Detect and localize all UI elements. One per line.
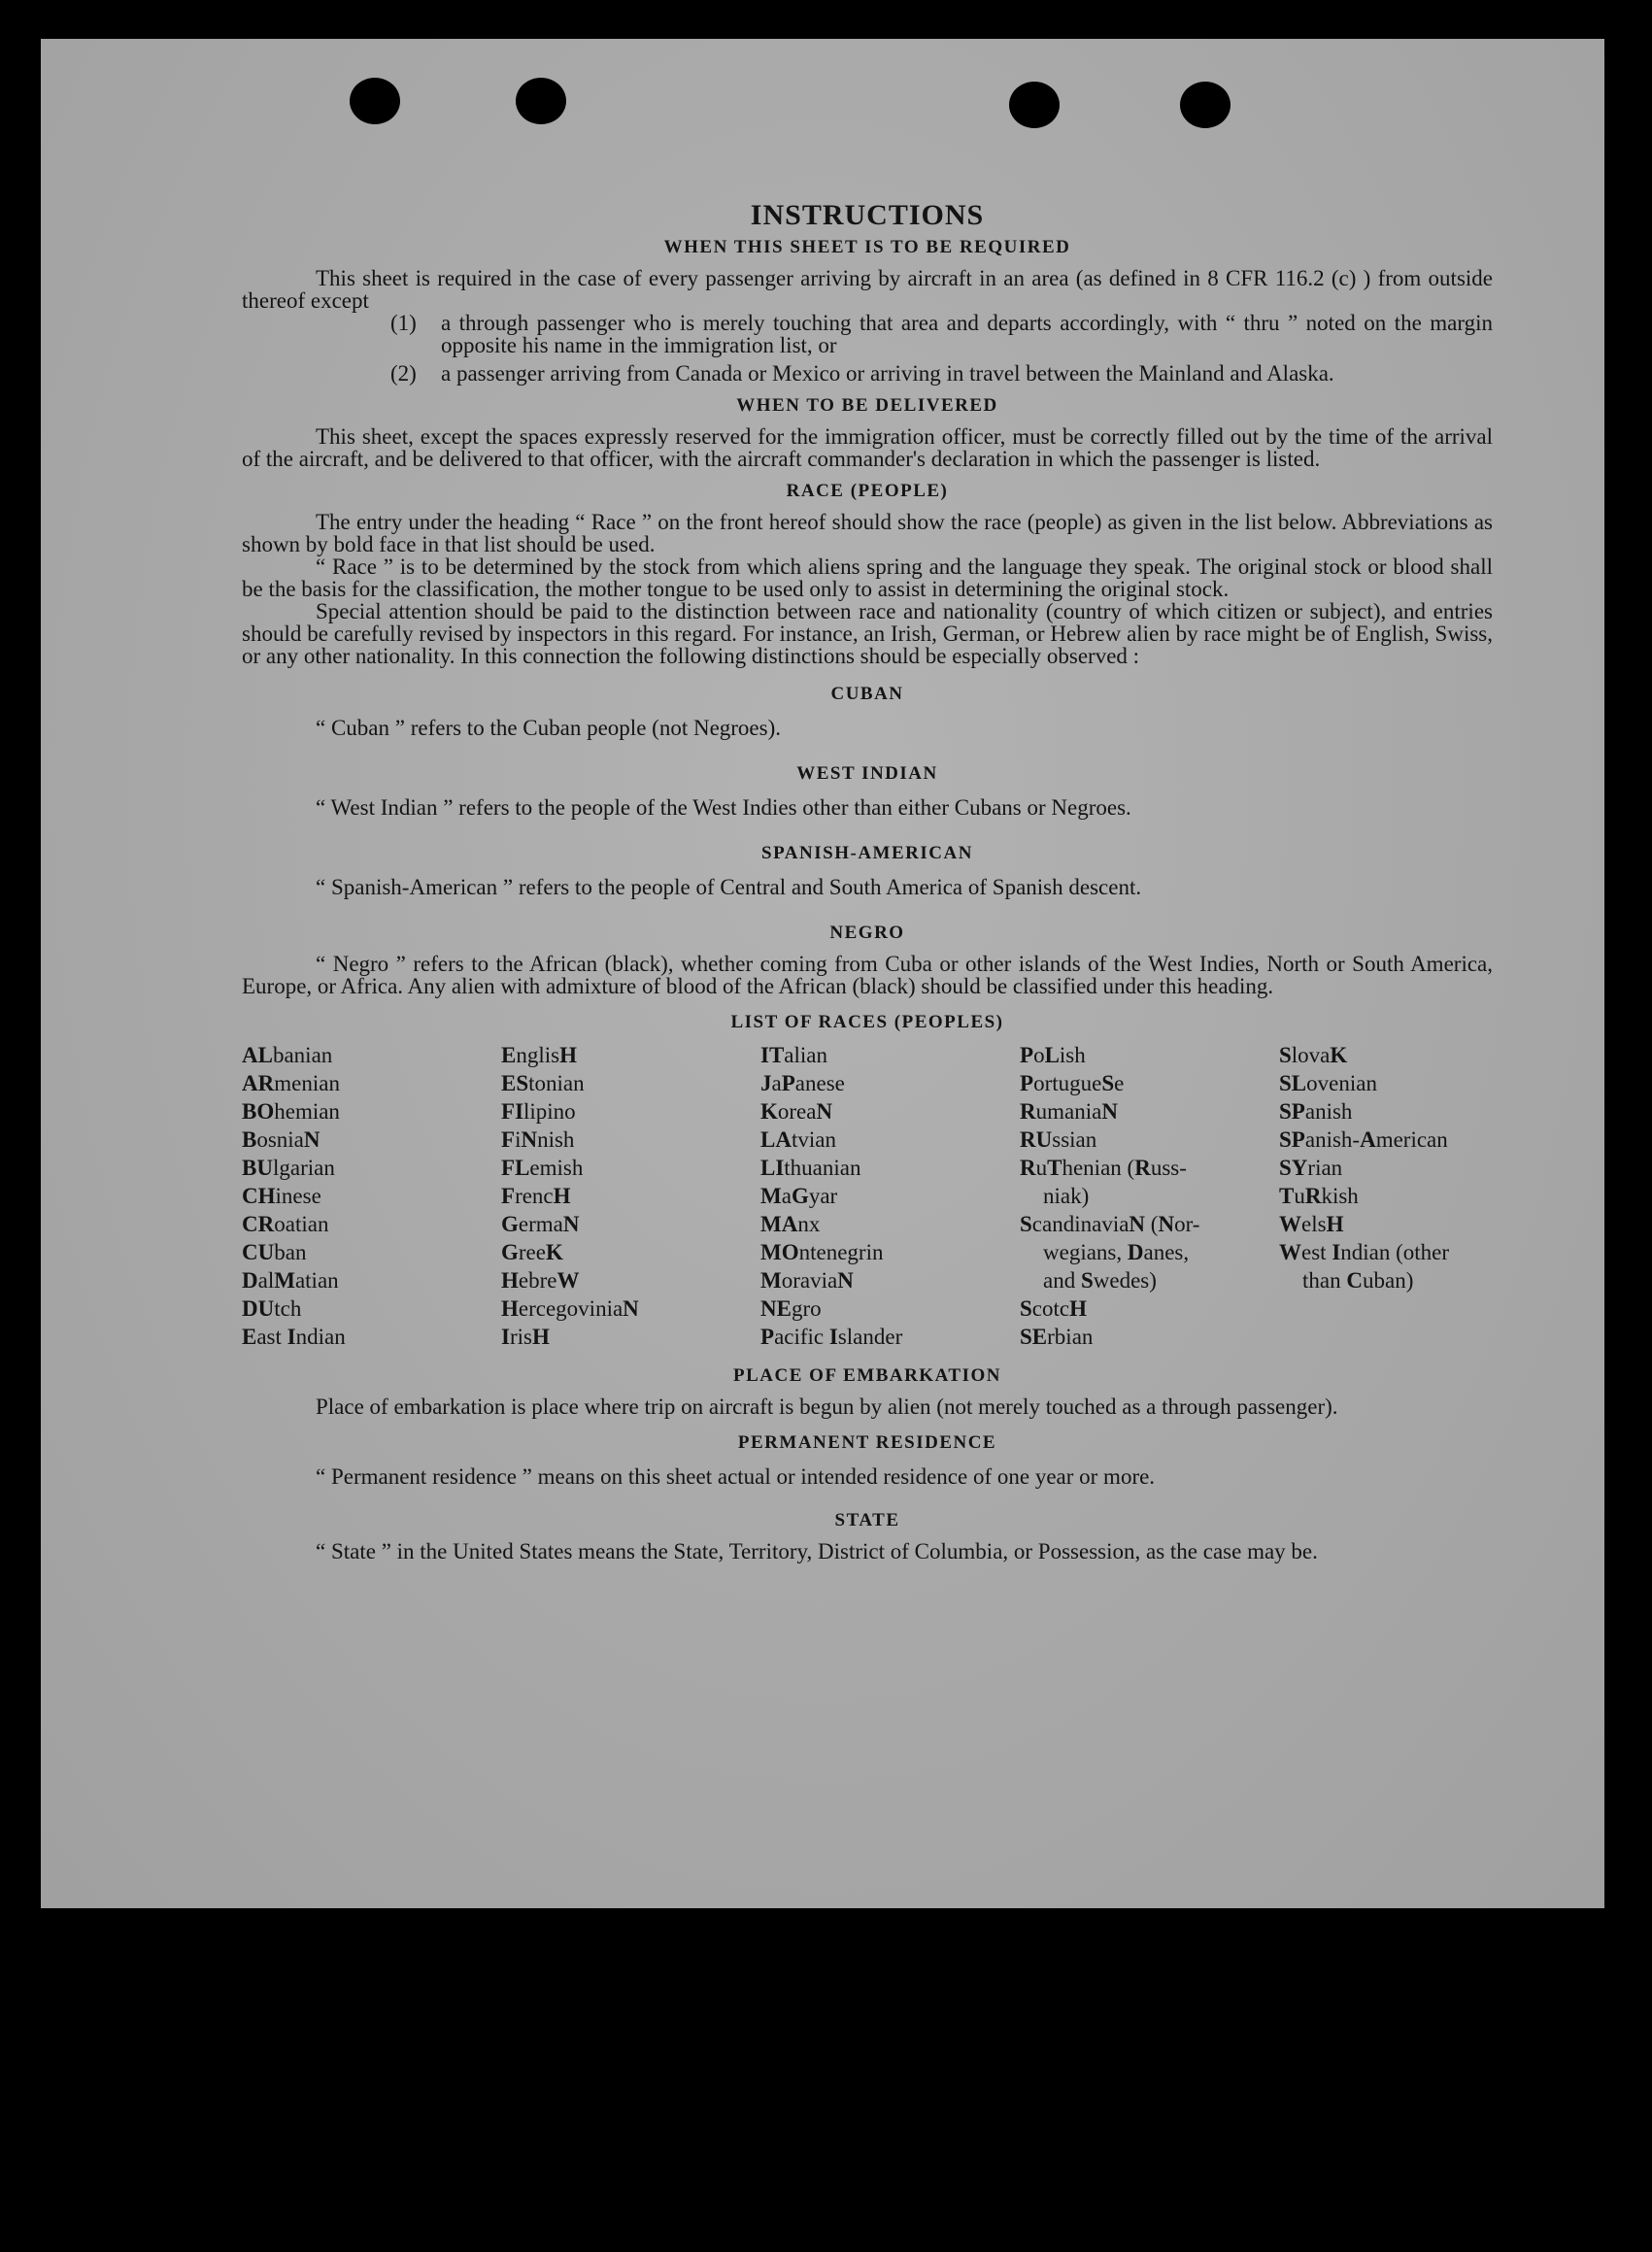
race-entry: and Swedes): [1043, 1268, 1157, 1293]
heading-delivered: WHEN TO BE DELIVERED: [736, 395, 998, 416]
paragraph-required: This sheet is required in the case of every passenger arriving by aircraft in an area (as defined in 8 CFR 116.2 (c) ) from outside thereof except: [242, 266, 1493, 313]
race-entry: West Indian (other: [1279, 1240, 1450, 1264]
race-entry: SlovaK: [1279, 1043, 1348, 1067]
race-entry: RUssian: [1020, 1127, 1097, 1152]
race-entry: wegians, Danes,: [1043, 1240, 1190, 1264]
list-item: [390, 362, 1493, 385]
paragraph-race-2: “ Race ” is to be determined by the stock from which aliens spring and the language they speak. The original stock or blood shall be the basis for the classification, the mother tongue to be used only to assist in determining the original stock.: [242, 555, 1493, 601]
race-entry: FLemish: [501, 1156, 584, 1180]
race-entry: BOhemian: [242, 1099, 340, 1124]
paragraph-race-3: Special attention should be paid to the distinction between race and nationality (country of which citizen or subject), and entries should be carefully revised by inspectors in this regard. For instance, an Irish, German, or Hebrew alien by race might be of English, Swiss, or any other nationality. In this connection the following distinctions should be especially observed :: [242, 599, 1493, 668]
race-entry: SLovenian: [1279, 1071, 1377, 1095]
race-entry: DUtch: [242, 1296, 302, 1321]
races-column: [501, 1041, 760, 1351]
races-column: [1020, 1041, 1279, 1351]
race-entry: LIthuanian: [760, 1156, 861, 1180]
speck: [1554, 1952, 1559, 1957]
race-entry: CHinese: [242, 1184, 321, 1208]
item-number: (2): [390, 361, 417, 386]
paragraph-residence: “ Permanent residence ” means on this sheet actual or intended residence of one year or more.: [316, 1464, 1156, 1489]
heading-cuban: CUBAN: [830, 684, 904, 704]
race-entry: SYrian: [1279, 1156, 1343, 1180]
punch-hole: [1009, 82, 1060, 128]
race-entry: SPanish-American: [1279, 1127, 1448, 1152]
punch-hole: [1180, 82, 1231, 128]
document-sheet: [41, 39, 1604, 1908]
race-entry: BUlgarian: [242, 1156, 335, 1180]
race-entry: niak): [1043, 1184, 1090, 1208]
race-entry: PortugueSe: [1020, 1071, 1125, 1095]
punch-hole: [516, 78, 566, 124]
race-entry: ARmenian: [242, 1071, 340, 1095]
race-entry: ScandinaviaN (Nor-: [1020, 1212, 1200, 1236]
page-title: INSTRUCTIONS: [750, 199, 985, 231]
instructions-content: [242, 165, 1493, 1563]
race-entry: EStonian: [501, 1071, 585, 1095]
heading-embarkation: PLACE OF EMBARKATION: [733, 1365, 1001, 1386]
paragraph-state: “ State ” in the United States means the State, Territory, District of Columbia, or Possession, as the case may be.: [316, 1539, 1318, 1563]
race-entry: BosniaN: [242, 1127, 320, 1152]
speck: [118, 1976, 123, 1981]
race-entry: SPanish: [1279, 1099, 1353, 1124]
race-entry: PoLish: [1020, 1043, 1086, 1067]
race-entry: ALbanian: [242, 1043, 333, 1067]
race-entry: CRoatian: [242, 1212, 329, 1236]
race-entry: East Indian: [242, 1325, 346, 1349]
heading-west-indian: WEST INDIAN: [796, 763, 938, 784]
race-entry: TuRkish: [1279, 1184, 1359, 1208]
heading-state: STATE: [834, 1510, 900, 1530]
paragraph-race-1: The entry under the heading “ Race ” on the front hereof should show the race (people) as given in the list below. Abbreviations as shown by bold face in that list should be used.: [242, 510, 1493, 556]
paragraph-negro: “ Negro ” refers to the African (black), whether coming from Cuba or other islands of the West Indies, North or South America, Europe, or Africa. Any alien with admixture of blood of the African (black) should be classified under this heading.: [242, 952, 1493, 998]
race-entry: than Cuban): [1302, 1268, 1414, 1293]
races-column: [760, 1041, 1020, 1351]
punch-hole: [350, 78, 400, 124]
race-entry: ITalian: [760, 1043, 827, 1067]
heading-spanish-american: SPANISH-AMERICAN: [761, 843, 973, 863]
race-entry: MoraviaN: [760, 1268, 854, 1293]
races-table: [242, 1041, 1493, 1351]
race-entry: FIlipino: [501, 1099, 576, 1124]
item-number: (1): [390, 311, 417, 335]
race-entry: LAtvian: [760, 1127, 836, 1152]
heading-list-of-races: LIST OF RACES (PEOPLES): [730, 1012, 1004, 1032]
race-entry: RumaniaN: [1020, 1099, 1118, 1124]
race-entry: DalMatian: [242, 1268, 339, 1293]
speck: [155, 1920, 160, 1925]
race-entry: SErbian: [1020, 1325, 1094, 1349]
paragraph-cuban: “ Cuban ” refers to the Cuban people (not Negroes).: [316, 716, 782, 740]
heading-required: WHEN THIS SHEET IS TO BE REQUIRED: [663, 237, 1071, 257]
paragraph-embarkation: Place of embarkation is place where trip on aircraft is begun by alien (not merely touched as a through passenger).: [316, 1395, 1338, 1419]
race-entry: NEgro: [760, 1296, 822, 1321]
item-text: a passenger arriving from Canada or Mexico or arriving in travel between the Mainland and Alaska.: [441, 361, 1334, 386]
race-entry: HebreW: [501, 1268, 580, 1293]
race-entry: Pacific Islander: [760, 1325, 903, 1349]
race-entry: ScotcH: [1020, 1296, 1087, 1321]
list-item: [390, 312, 1493, 356]
race-entry: JaPanese: [760, 1071, 845, 1095]
race-entry: CUban: [242, 1240, 307, 1264]
paragraph-delivered: This sheet, except the spaces expressly reserved for the immigration officer, must be correctly filled out by the time of the arrival of the aircraft, and be delivered to that officer, with the aircraft commander's declaration in which the passenger is listed.: [242, 424, 1493, 471]
races-column: [1279, 1041, 1493, 1351]
race-entry: WelsH: [1279, 1212, 1344, 1236]
race-entry: GreeK: [501, 1240, 563, 1264]
heading-residence: PERMANENT RESIDENCE: [737, 1432, 997, 1453]
paragraph-spanish-american: “ Spanish-American ” refers to the people of Central and South America of Spanish descent.: [316, 875, 1142, 899]
race-entry: IrisH: [501, 1325, 550, 1349]
race-entry: EnglisH: [501, 1043, 577, 1067]
race-entry: FiNnish: [501, 1127, 575, 1152]
race-entry: RuThenian (Russ-: [1020, 1156, 1187, 1180]
race-entry: GermaN: [501, 1212, 580, 1236]
item-text: a through passenger who is merely touching that area and departs accordingly, with “ thru ” noted on the margin opposite his name in the immigration list, or: [441, 311, 1493, 357]
races-column: [242, 1041, 501, 1351]
race-entry: KoreaN: [760, 1099, 833, 1124]
race-entry: MaGyar: [760, 1184, 838, 1208]
race-entry: MOntenegrin: [760, 1240, 884, 1264]
race-entry: FrencH: [501, 1184, 571, 1208]
race-entry: HercegoviniaN: [501, 1296, 639, 1321]
heading-race: RACE (PEOPLE): [786, 481, 949, 501]
race-entry: MAnx: [760, 1212, 821, 1236]
paragraph-west-indian: “ West Indian ” refers to the people of the West Indies other than either Cubans or Negroes.: [316, 795, 1131, 820]
heading-negro: NEGRO: [829, 923, 905, 943]
